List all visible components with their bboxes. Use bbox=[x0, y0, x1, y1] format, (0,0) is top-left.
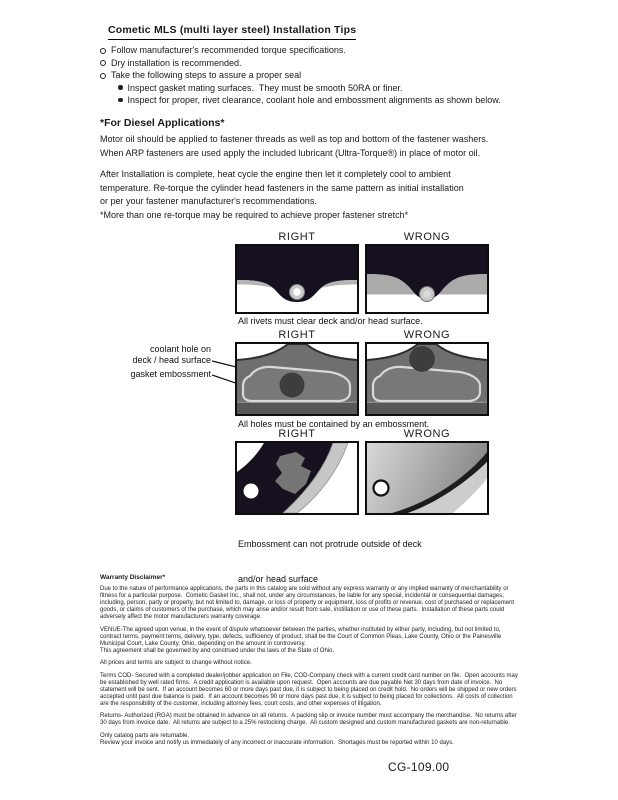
tip-text: Follow manufacturer's recommended torque specifications. bbox=[111, 45, 346, 55]
smallprint-line: This agreement shall be governed by and construed under the laws of the State of Ohio. bbox=[100, 647, 335, 654]
smallprint-line: fitness for a particular purpose. Cometic Gasket Inc., shall not, under any circumstances, be liable for any special, incidental or consequential damages, bbox=[100, 593, 504, 599]
smallprint-line: VENUE-The agreed upon venue, in the event of dispute whatsoever between the parties, whether instituted by either party, including, but not limited to, bbox=[100, 626, 501, 633]
wrong-label-row2: WRONG bbox=[403, 329, 451, 341]
open-bullet-icon bbox=[100, 73, 106, 79]
smallprint-line: be established by well rated firms. A credit application is available upon request. Open accounts are due payable Net 30 days from date of invoice. No bbox=[100, 679, 503, 686]
smallprint-line: accepted until past due balance is paid. If an account becomes 90 or more days past due, it is subject to being placed for collections. All costs of collection bbox=[100, 693, 513, 700]
paragraph-line: When ARP fasteners are used apply the included lubricant (Ultra-Torque®) in place of motor oil. bbox=[100, 147, 481, 158]
filled-bullet-icon bbox=[118, 85, 123, 90]
returnable-paragraph bbox=[100, 733, 540, 747]
smallprint-line: All prices and terms are subject to change without notice. bbox=[100, 660, 252, 666]
terms-paragraph bbox=[100, 673, 540, 708]
rivet-clear-illustration bbox=[237, 246, 357, 312]
smallprint-line: contract terms, payment terms, delivery, type, defects, sufficiency of product, shall be the Court of Common Pleas, Lake County, Ohio or the Painesville bbox=[100, 633, 502, 640]
list-item bbox=[100, 58, 501, 71]
row2-caption: All holes must be contained by an embossment. bbox=[238, 419, 430, 429]
page-number: CG-109.00 bbox=[388, 760, 450, 774]
smallprint-line: Returns- Authorized (RGA) must be obtained in advance on all returns. A packing slip or invoice number must accompany the merchandise. No returns after bbox=[100, 713, 517, 719]
rivet-overlap-illustration bbox=[367, 246, 487, 312]
wrong-label-row3: WRONG bbox=[403, 428, 451, 440]
diesel-heading: *For Diesel Applications* bbox=[100, 117, 225, 129]
returns-paragraph bbox=[100, 713, 540, 727]
diesel-paragraph-1 bbox=[100, 133, 488, 160]
diesel-paragraph-2 bbox=[100, 168, 464, 209]
diagram-protrude-wrong bbox=[365, 441, 489, 515]
diagram-embossment-wrong bbox=[365, 342, 489, 416]
open-bullet-icon bbox=[100, 48, 106, 54]
tip-text: Dry installation is recommended. bbox=[111, 57, 242, 68]
paragraph-line: Motor oil should be applied to fastener threads as well as top and bottom of the fastener washers. bbox=[100, 134, 489, 144]
hole-outside-illustration bbox=[367, 344, 487, 414]
list-item bbox=[118, 83, 501, 96]
caption-line: Embossment can not protrude outside of deck bbox=[238, 539, 422, 549]
warranty-disclaimer-paragraph bbox=[100, 586, 540, 621]
smallprint-line: Due to the nature of performance applications, the parts in this catalog are sold without any express warranty or any implied warranty of merchantability or bbox=[100, 586, 509, 592]
smallprint-line: goods, or claims of customers of the purchase, which may arise and/or result from sale, instillation or use of these parts. Installation of these parts could bbox=[100, 607, 505, 613]
filled-bullet-icon bbox=[118, 98, 123, 103]
diagram-protrude-right bbox=[235, 441, 359, 515]
right-label-row3: RIGHT bbox=[278, 428, 316, 440]
list-item bbox=[100, 70, 501, 83]
warranty-heading: Warranty Disclaimer* bbox=[100, 574, 166, 581]
tip-text: Inspect for proper, rivet clearance, coolant hole and embossment alignments as shown below. bbox=[127, 95, 501, 105]
prices-paragraph bbox=[100, 660, 540, 667]
right-label-row1: RIGHT bbox=[278, 231, 316, 243]
diagram-embossment-right bbox=[235, 342, 359, 416]
smallprint-line: Only catalog parts are returnable. bbox=[100, 732, 190, 739]
paragraph-line: *More than one re-torque may be required to achieve proper fastener stretch* bbox=[100, 210, 409, 220]
list-item bbox=[100, 45, 501, 58]
warranty-section bbox=[100, 574, 540, 752]
venue-paragraph bbox=[100, 627, 540, 655]
annotation-line: deck / head surface bbox=[132, 354, 211, 365]
paragraph-line: temperature. Re-torque the cylinder head fasteners in the same pattern as initial installation bbox=[100, 182, 464, 193]
smallprint-line: including, person, party or property, but not limited to, damage, or loss of property or equipment, loss of profits or revenue, cost of purchased or replacement bbox=[100, 600, 515, 606]
annotation-line: coolant hole on bbox=[149, 344, 211, 354]
wrong-label-row1: WRONG bbox=[403, 231, 451, 243]
coolant-hole-annotation bbox=[61, 344, 211, 365]
paragraph-line: or per your fastener manufacturer's recommendations. bbox=[100, 196, 317, 206]
embossment-inside-illustration bbox=[237, 443, 357, 513]
diagram-rivet-wrong bbox=[365, 244, 489, 314]
hole-contained-illustration bbox=[237, 344, 357, 414]
list-item bbox=[118, 95, 501, 108]
open-bullet-icon bbox=[100, 60, 106, 66]
smallprint-line: adversely affect the motor manufacturers warranty coverage. bbox=[100, 614, 262, 620]
caption-line: and/or head surface bbox=[238, 573, 319, 584]
paragraph-line: After Installation is complete, heat cycle the engine then let it completely cool to ambient bbox=[100, 169, 451, 179]
smallprint-line: Terms COD- Secured with a completed dealer/jobber application on File, COD-Company check with a current credit card number on file. Open accounts may bbox=[100, 672, 518, 679]
smallprint-line: Review your invoice and notify us immediately of any incorrect or inaccurate information. Shortages must be reported within 10 days. bbox=[100, 739, 454, 746]
page-title: Cometic MLS (multi layer steel) Installation Tips bbox=[108, 24, 356, 40]
smallprint-line: Municipal Court, Lake County, Ohio, depending on the amount in controversy. bbox=[100, 640, 306, 647]
diesel-paragraph-3 bbox=[100, 209, 408, 223]
tips-list bbox=[100, 45, 501, 108]
smallprint-line: 30 days from invoice date. All returns are subject to a 25% restocking charge. All custom designed and custom manufactured gaskets are non-returnable. bbox=[100, 720, 510, 726]
right-label-row2: RIGHT bbox=[278, 329, 316, 341]
embossment-protrudes-illustration bbox=[367, 443, 487, 513]
annotation-line: gasket embossment bbox=[130, 369, 211, 379]
smallprint-line: are the responsibility of the customer, including attorney fees, court costs, and other expenses of litigation. bbox=[100, 700, 382, 707]
row1-caption: All rivets must clear deck and/or head surface. bbox=[238, 316, 423, 326]
diagram-rivet-right bbox=[235, 244, 359, 314]
tip-text: Inspect gasket mating surfaces. They must be smooth 50RA or finer. bbox=[127, 82, 403, 93]
tip-text: Take the following steps to assure a proper seal bbox=[111, 70, 302, 80]
embossment-annotation bbox=[61, 369, 211, 380]
smallprint-line: statement will be sent. If an account becomes 60 or more days past due, it is subject to being placed on credit hold. No orders will be shipped or new orders bbox=[100, 686, 517, 693]
